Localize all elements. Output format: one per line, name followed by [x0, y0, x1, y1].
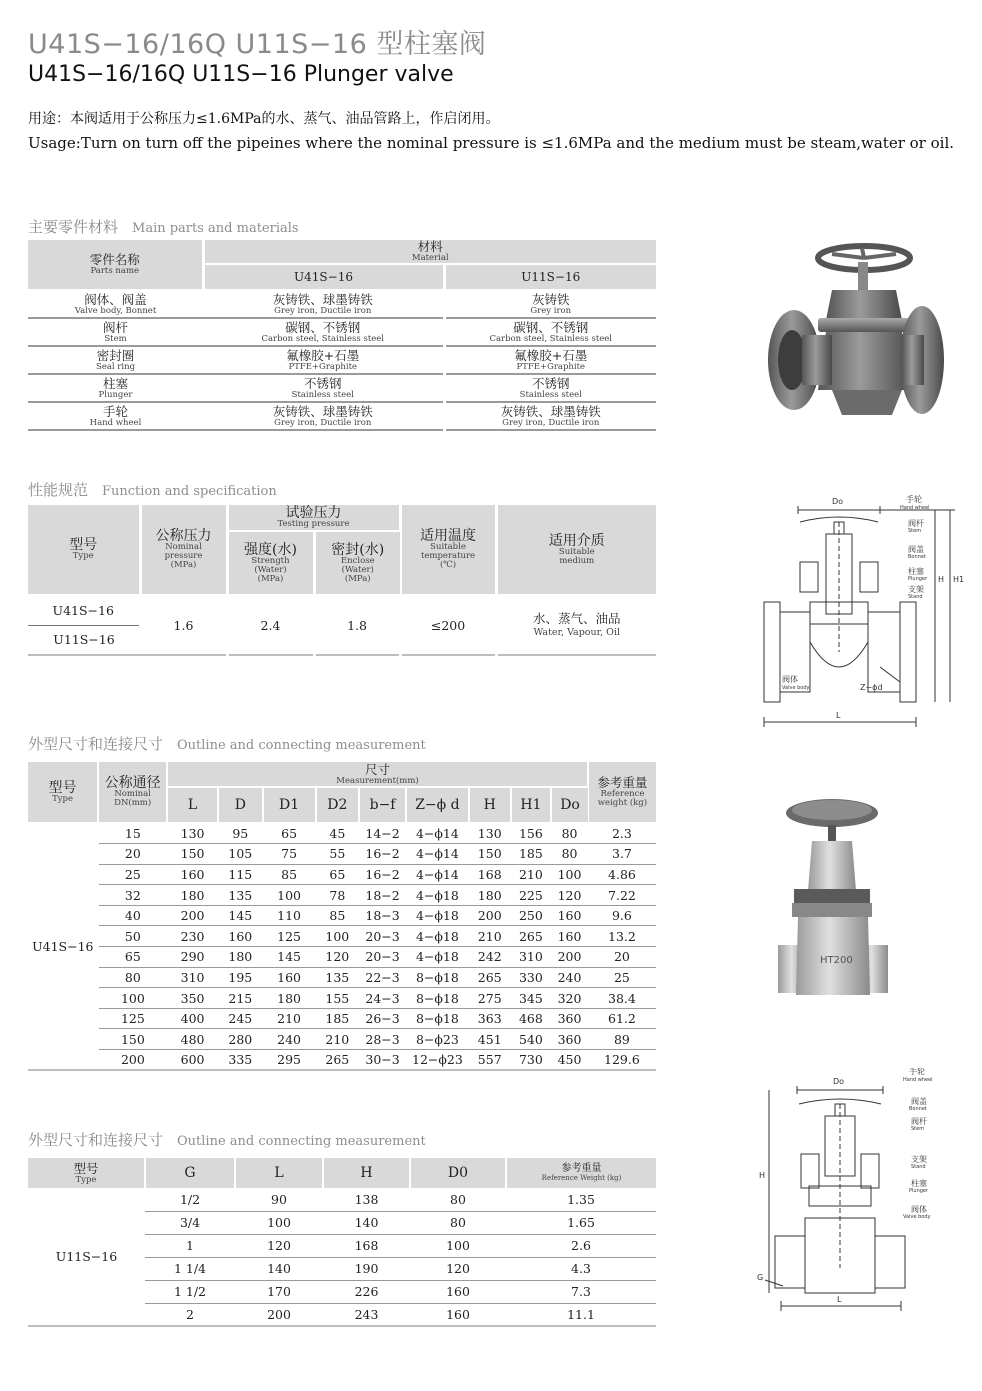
section-title-spec: 性能规范 Function and specification	[28, 481, 277, 499]
outline2-model: U11S−16	[28, 1188, 145, 1326]
outline-cell: 150	[167, 844, 218, 865]
flanged-valve-photo	[762, 240, 947, 425]
d1-label-handwheel-cn: 手轮	[906, 495, 922, 504]
d2-label-handwheel-cn: 手轮	[909, 1068, 925, 1076]
outline-cell: 20	[98, 844, 167, 865]
outline-cell: 160	[167, 864, 218, 885]
outline2-cell: 138	[323, 1188, 410, 1211]
outline-col-header: D	[218, 787, 263, 823]
d2-label-plunger-cn: 柱塞	[911, 1179, 927, 1188]
outline-cell: 25	[588, 967, 656, 988]
outline-cell: 330	[511, 967, 552, 988]
outline2-cell: 80	[410, 1211, 506, 1234]
spec-temp: ≤200	[400, 595, 496, 655]
usage-en: Usage:Turn on turn off the pipeines where the nominal pressure is ≤1.6MPa and the medium must be steam,water or oil.	[28, 134, 955, 152]
materials-cell-u41: 灰铸铁、球墨铸铁 Grey iron, Ductile iron	[203, 290, 444, 318]
outline-cell: 145	[218, 905, 263, 926]
outline-cell: 24−3	[359, 988, 406, 1009]
d2-label-handwheel-en: Hand wheel	[903, 1077, 933, 1083]
spec-header-strength: 强度(水) Strength (Water) (MPa)	[227, 531, 314, 595]
section-title-outline: 外型尺寸和连接尺寸 Outline and connecting measurement	[28, 735, 426, 753]
outline-cell: 8−ϕ18	[406, 988, 469, 1009]
outline-cell: 8−ϕ23	[406, 1029, 469, 1050]
outline-model: U41S−16	[28, 823, 98, 1070]
outline-cell: 18−2	[359, 885, 406, 906]
outline2-col-header: G	[145, 1158, 235, 1188]
outline-cell: 345	[511, 988, 552, 1009]
outline-cell: 7.22	[588, 885, 656, 906]
outline-row	[28, 926, 656, 947]
outline-row	[28, 1008, 656, 1029]
outline-cell: 160	[551, 926, 588, 947]
outline2-cell: 1 1/4	[145, 1257, 235, 1280]
outline-cell: 115	[218, 864, 263, 885]
outline-cell: 4−ϕ18	[406, 885, 469, 906]
outline2-cell: 4.3	[506, 1257, 656, 1280]
outline-cell: 38.4	[588, 988, 656, 1009]
outline-cell: 200	[469, 905, 511, 926]
outline2-header-type: 型号 Type	[28, 1158, 145, 1188]
outline-row	[28, 967, 656, 988]
d2-label-body-cn: 阀体	[911, 1205, 927, 1214]
flanged-valve-drawing	[760, 492, 975, 732]
d1-label-bonnet-en: Bonnet	[908, 554, 926, 560]
outline-cell: 195	[218, 967, 263, 988]
d1-label-stand-cn: 支架	[908, 585, 924, 594]
materials-header-material: 材料 Material	[203, 240, 656, 264]
outline-cell: 105	[218, 844, 263, 865]
outline-cell: 28−3	[359, 1029, 406, 1050]
spec-header-type: 型号 Type	[28, 505, 140, 595]
outline-cell: 180	[263, 988, 316, 1009]
outline-cell: 4−ϕ14	[406, 864, 469, 885]
spec-header-test: 试验压力 Testing pressure	[227, 505, 400, 531]
outline-cell: 100	[263, 885, 316, 906]
materials-header-part: 零件名称 Parts name	[28, 240, 203, 290]
outline-cell: 125	[263, 926, 316, 947]
d1-label-body-en: Valve body	[782, 685, 810, 691]
outline-cell: 4−ϕ18	[406, 947, 469, 968]
threaded-valve-drawing	[755, 1068, 970, 1313]
title-cn: U41S−16/16Q U11S−16 型柱塞阀	[28, 29, 487, 60]
outline-cell: 310	[167, 967, 218, 988]
spec-header-enclose: 密封(水) Enclose (Water) (MPa)	[314, 531, 400, 595]
outline-cell: 55	[316, 844, 360, 865]
outline-cell: 100	[316, 926, 360, 947]
outline-cell: 65	[98, 947, 167, 968]
outline-cell: 215	[218, 988, 263, 1009]
outline-cell: 265	[511, 926, 552, 947]
outline-cell: 25	[98, 864, 167, 885]
outline-cell: 360	[551, 1008, 588, 1029]
outline-cell: 210	[469, 926, 511, 947]
outline-cell: 468	[511, 1008, 552, 1029]
d1-label-h: H	[938, 575, 945, 584]
outline2-cell: 1.65	[506, 1211, 656, 1234]
outline-cell: 4−ϕ18	[406, 926, 469, 947]
outline2-cell: 2	[145, 1303, 235, 1326]
outline-cell: 4−ϕ14	[406, 823, 469, 844]
spec-strength: 2.4	[227, 595, 314, 655]
d2-label-stem-cn: 阀杆	[911, 1117, 927, 1126]
outline-cell: 600	[167, 1050, 218, 1071]
outline2-cell: 160	[410, 1303, 506, 1326]
outline-cell: 130	[469, 823, 511, 844]
outline-cell: 210	[511, 864, 552, 885]
outline-col-header: b−f	[359, 787, 406, 823]
outline-cell: 4−ϕ18	[406, 905, 469, 926]
materials-table	[28, 240, 656, 431]
materials-cell-u11: 碳钢、不锈钢 Carbon steel, Stainless steel	[444, 318, 656, 346]
materials-cell-part: 柱塞 Plunger	[28, 374, 203, 402]
outline-cell: 480	[167, 1029, 218, 1050]
outline2-cell: 120	[235, 1234, 323, 1257]
d2-label-stand-en: Stand	[911, 1164, 926, 1170]
outline-row	[28, 947, 656, 968]
d1-label-l: L	[836, 711, 841, 720]
outline-cell: 210	[316, 1029, 360, 1050]
outline-col-header: H1	[511, 787, 552, 823]
outline-cell: 78	[316, 885, 360, 906]
outline-cell: 540	[511, 1029, 552, 1050]
outline-cell: 210	[263, 1008, 316, 1029]
outline2-cell: 140	[323, 1211, 410, 1234]
d2-label-bonnet-en: Bonnet	[909, 1106, 927, 1112]
outline-cell: 9.6	[588, 905, 656, 926]
outline-cell: 18−3	[359, 905, 406, 926]
d1-label-plunger-en: Plunger	[908, 576, 928, 582]
outline-header-measurement: 尺寸 Measurement(mm)	[167, 762, 588, 787]
outline2-cell: 160	[410, 1280, 506, 1303]
materials-cell-u41: 碳钢、不锈钢 Carbon steel, Stainless steel	[203, 318, 444, 346]
outline-cell: 250	[511, 905, 552, 926]
outline-cell: 168	[469, 864, 511, 885]
d1-label-do: Do	[832, 497, 844, 506]
materials-cell-u41: 灰铸铁、球墨铸铁 Grey iron, Ductile iron	[203, 402, 444, 430]
outline-cell: 4−ϕ14	[406, 844, 469, 865]
outline2-cell: 90	[235, 1188, 323, 1211]
outline-cell: 180	[469, 885, 511, 906]
outline-cell: 4.86	[588, 864, 656, 885]
outline2-cell: 1/2	[145, 1188, 235, 1211]
outline-cell: 185	[511, 844, 552, 865]
outline-cell: 230	[167, 926, 218, 947]
d1-label-zd: Z−ϕd	[860, 683, 883, 692]
outline-cell: 95	[218, 823, 263, 844]
outline-cell: 65	[316, 864, 360, 885]
outline-cell: 50	[98, 926, 167, 947]
materials-cell-u11: 氟橡胶+石墨 PTFE+Graphite	[444, 346, 656, 374]
d1-label-stand-en: Stand	[908, 594, 923, 600]
materials-header-u11: U11S−16	[444, 264, 656, 290]
outline-cell: 85	[263, 864, 316, 885]
section-title-materials: 主要零件材料 Main parts and materials	[28, 218, 299, 236]
outline-cell: 32	[98, 885, 167, 906]
outline-row	[28, 905, 656, 926]
materials-cell-part: 手轮 Hand wheel	[28, 402, 203, 430]
outline-cell: 8−ϕ18	[406, 967, 469, 988]
section-title-outline-2: 外型尺寸和连接尺寸 Outline and connecting measurement	[28, 1131, 426, 1149]
spec-enclose: 1.8	[314, 595, 400, 655]
outline-header-weight: 参考重量 Reference weight (kg)	[588, 762, 656, 823]
d1-label-plunger-cn: 柱塞	[908, 567, 924, 576]
outline-cell: 110	[263, 905, 316, 926]
outline-col-header: Do	[551, 787, 588, 823]
spec-pn: 1.6	[140, 595, 227, 655]
photo2-mark: HT200	[820, 955, 853, 966]
outline2-cell: 226	[323, 1280, 410, 1303]
spec-medium: 水、蒸气、油品 Water, Vapour, Oil	[496, 595, 656, 655]
outline-cell: 160	[218, 926, 263, 947]
outline2-cell: 1.35	[506, 1188, 656, 1211]
d2-label-bonnet-cn: 阀盖	[911, 1097, 927, 1106]
materials-row	[28, 318, 656, 346]
outline-row	[28, 885, 656, 906]
outline-header-type: 型号 Type	[28, 762, 98, 823]
d2-label-do: Do	[833, 1077, 845, 1086]
materials-row	[28, 402, 656, 430]
outline2-cell: 100	[235, 1211, 323, 1234]
outline2-header-weight: 参考重量 Reference Weight (kg)	[541, 1163, 622, 1182]
outline-cell: 135	[316, 967, 360, 988]
spec-header-medium: 适用介质 Suitable medium	[496, 505, 656, 595]
outline-cell: 16−2	[359, 844, 406, 865]
title-en: U41S−16/16Q U11S−16 Plunger valve	[28, 62, 454, 87]
materials-row	[28, 290, 656, 318]
outline2-cell: 120	[410, 1257, 506, 1280]
outline-cell: 180	[218, 947, 263, 968]
outline-cell: 100	[551, 864, 588, 885]
outline-row	[28, 988, 656, 1009]
outline-cell: 185	[316, 1008, 360, 1029]
materials-cell-u41: 氟橡胶+石墨 PTFE+Graphite	[203, 346, 444, 374]
outline-cell: 3.7	[588, 844, 656, 865]
outline-cell: 15	[98, 823, 167, 844]
outline-cell: 240	[263, 1029, 316, 1050]
outline-cell: 275	[469, 988, 511, 1009]
spec-header-pn: 公称压力 Nominal pressure (MPa)	[140, 505, 227, 595]
d1-label-bonnet-cn: 阀盖	[908, 545, 924, 554]
outline-col-header: L	[167, 787, 218, 823]
outline-cell: 200	[167, 905, 218, 926]
outline2-row	[28, 1188, 656, 1211]
outline2-cell: 100	[410, 1234, 506, 1257]
outline-cell: 14−2	[359, 823, 406, 844]
outline-row	[28, 844, 656, 865]
outline-cell: 65	[263, 823, 316, 844]
outline-cell: 320	[551, 988, 588, 1009]
outline-cell: 290	[167, 947, 218, 968]
outline-cell: 100	[98, 988, 167, 1009]
outline-cell: 160	[551, 905, 588, 926]
outline2-cell: 140	[235, 1257, 323, 1280]
outline-cell: 200	[551, 947, 588, 968]
outline2-cell: 2.6	[506, 1234, 656, 1257]
outline-cell: 310	[511, 947, 552, 968]
outline-cell: 335	[218, 1050, 263, 1071]
outline-cell: 160	[263, 967, 316, 988]
d1-label-h1: H1	[953, 575, 965, 584]
outline-col-header: H	[469, 787, 511, 823]
outline-cell: 730	[511, 1050, 552, 1071]
outline-cell: 451	[469, 1029, 511, 1050]
materials-row	[28, 374, 656, 402]
spec-type-u41: U41S−16	[28, 595, 140, 625]
usage-cn: 用途：本阀适用于公称压力≤1.6MPa的水、蒸气、油品管路上，作启闭用。	[28, 111, 500, 127]
materials-row	[28, 346, 656, 374]
spec-type-u11: U11S−16	[28, 625, 140, 655]
outline2-cell: 170	[235, 1280, 323, 1303]
outline-cell: 225	[511, 885, 552, 906]
outline-col-header: D1	[263, 787, 316, 823]
outline-cell: 280	[218, 1029, 263, 1050]
outline-cell: 40	[98, 905, 167, 926]
outline2-cell: 1	[145, 1234, 235, 1257]
outline2-cell: 1 1/2	[145, 1280, 235, 1303]
outline-header-dn: 公称通径 Nominal DN(mm)	[98, 762, 167, 823]
outline-cell: 180	[167, 885, 218, 906]
outline2-cell: 7.3	[506, 1280, 656, 1303]
outline-row	[28, 864, 656, 885]
d1-label-handwheel-en: Hand wheel	[900, 505, 930, 511]
outline-cell: 80	[551, 823, 588, 844]
outline2-cell: 3/4	[145, 1211, 235, 1234]
materials-cell-part: 密封圈 Seal ring	[28, 346, 203, 374]
outline-cell: 155	[316, 988, 360, 1009]
outline-cell: 26−3	[359, 1008, 406, 1029]
outline-cell: 12−ϕ23	[406, 1050, 469, 1071]
outline-col-header: D2	[316, 787, 360, 823]
outline2-cell: 80	[410, 1188, 506, 1211]
outline-cell: 450	[551, 1050, 588, 1071]
d2-label-stem-en: Stem	[911, 1126, 925, 1132]
outline-cell: 242	[469, 947, 511, 968]
outline2-cell: 190	[323, 1257, 410, 1280]
outline2-cell: 168	[323, 1234, 410, 1257]
materials-cell-u11: 不锈钢 Stainless steel	[444, 374, 656, 402]
outline-cell: 20	[588, 947, 656, 968]
d2-label-body-en: Valve body	[903, 1214, 931, 1220]
outline-cell: 135	[218, 885, 263, 906]
outline2-cell: 11.1	[506, 1303, 656, 1326]
outline2-cell: 243	[323, 1303, 410, 1326]
materials-cell-u11: 灰铸铁 Grey iron	[444, 290, 656, 318]
d2-label-plunger-en: Plunger	[909, 1188, 929, 1194]
outline-cell: 30−3	[359, 1050, 406, 1071]
outline-cell: 350	[167, 988, 218, 1009]
outline-row	[28, 1050, 656, 1071]
d2-label-h: H	[759, 1171, 766, 1180]
outline2-col-header: H	[323, 1158, 410, 1188]
outline-cell: 150	[469, 844, 511, 865]
outline-cell: 129.6	[588, 1050, 656, 1071]
outline-row	[28, 1029, 656, 1050]
outline-cell: 156	[511, 823, 552, 844]
outline-row	[28, 823, 656, 844]
spec-table	[28, 505, 656, 656]
materials-cell-u11: 灰铸铁、球墨铸铁 Grey iron, Ductile iron	[444, 402, 656, 430]
outline-cell: 89	[588, 1029, 656, 1050]
outline-cell: 120	[316, 947, 360, 968]
materials-cell-part: 阀杆 Stem	[28, 318, 203, 346]
outline-col-header: Z−ϕ d	[406, 787, 469, 823]
outline-cell: 240	[551, 967, 588, 988]
outline-cell: 557	[469, 1050, 511, 1071]
materials-cell-part: 阀体、阀盖 Valve body, Bonnet	[28, 290, 203, 318]
d2-label-stand-cn: 支架	[911, 1155, 927, 1164]
outline-cell: 2.3	[588, 823, 656, 844]
outline-cell: 80	[551, 844, 588, 865]
d2-label-g: G	[757, 1273, 764, 1282]
outline-cell: 265	[316, 1050, 360, 1071]
materials-cell-u41: 不锈钢 Stainless steel	[203, 374, 444, 402]
outline-cell: 16−2	[359, 864, 406, 885]
outline-cell: 245	[218, 1008, 263, 1029]
outline-cell: 8−ϕ18	[406, 1008, 469, 1029]
outline-cell: 130	[167, 823, 218, 844]
d2-label-l: L	[837, 1295, 842, 1304]
outline-cell: 360	[551, 1029, 588, 1050]
outline-cell: 13.2	[588, 926, 656, 947]
outline-cell: 400	[167, 1008, 218, 1029]
outline-cell: 295	[263, 1050, 316, 1071]
d1-label-stem-cn: 阀杆	[908, 519, 924, 528]
outline-cell: 150	[98, 1029, 167, 1050]
outline-cell: 20−3	[359, 947, 406, 968]
outline-cell: 45	[316, 823, 360, 844]
outline-cell: 200	[98, 1050, 167, 1071]
outline-cell: 125	[98, 1008, 167, 1029]
outline-cell: 120	[551, 885, 588, 906]
outline-cell: 80	[98, 967, 167, 988]
outline-cell: 85	[316, 905, 360, 926]
outline-cell: 265	[469, 967, 511, 988]
materials-header-u41: U41S−16	[203, 264, 444, 290]
spec-header-temp: 适用温度 Suitable temperature (℃)	[400, 505, 496, 595]
outline2-cell: 200	[235, 1303, 323, 1326]
outline-cell: 20−3	[359, 926, 406, 947]
threaded-valve-photo	[770, 795, 895, 1000]
outline-cell: 22−3	[359, 967, 406, 988]
outline-cell: 145	[263, 947, 316, 968]
outline-cell: 75	[263, 844, 316, 865]
d1-label-stem-en: Stem	[908, 528, 922, 534]
outline2-col-header: D0	[410, 1158, 506, 1188]
outline-cell: 61.2	[588, 1008, 656, 1029]
d1-label-body-cn: 阀体	[782, 675, 798, 684]
outline-cell: 363	[469, 1008, 511, 1029]
outline-table	[28, 762, 656, 1071]
outline-table-2	[28, 1158, 656, 1327]
outline2-col-header: L	[235, 1158, 323, 1188]
